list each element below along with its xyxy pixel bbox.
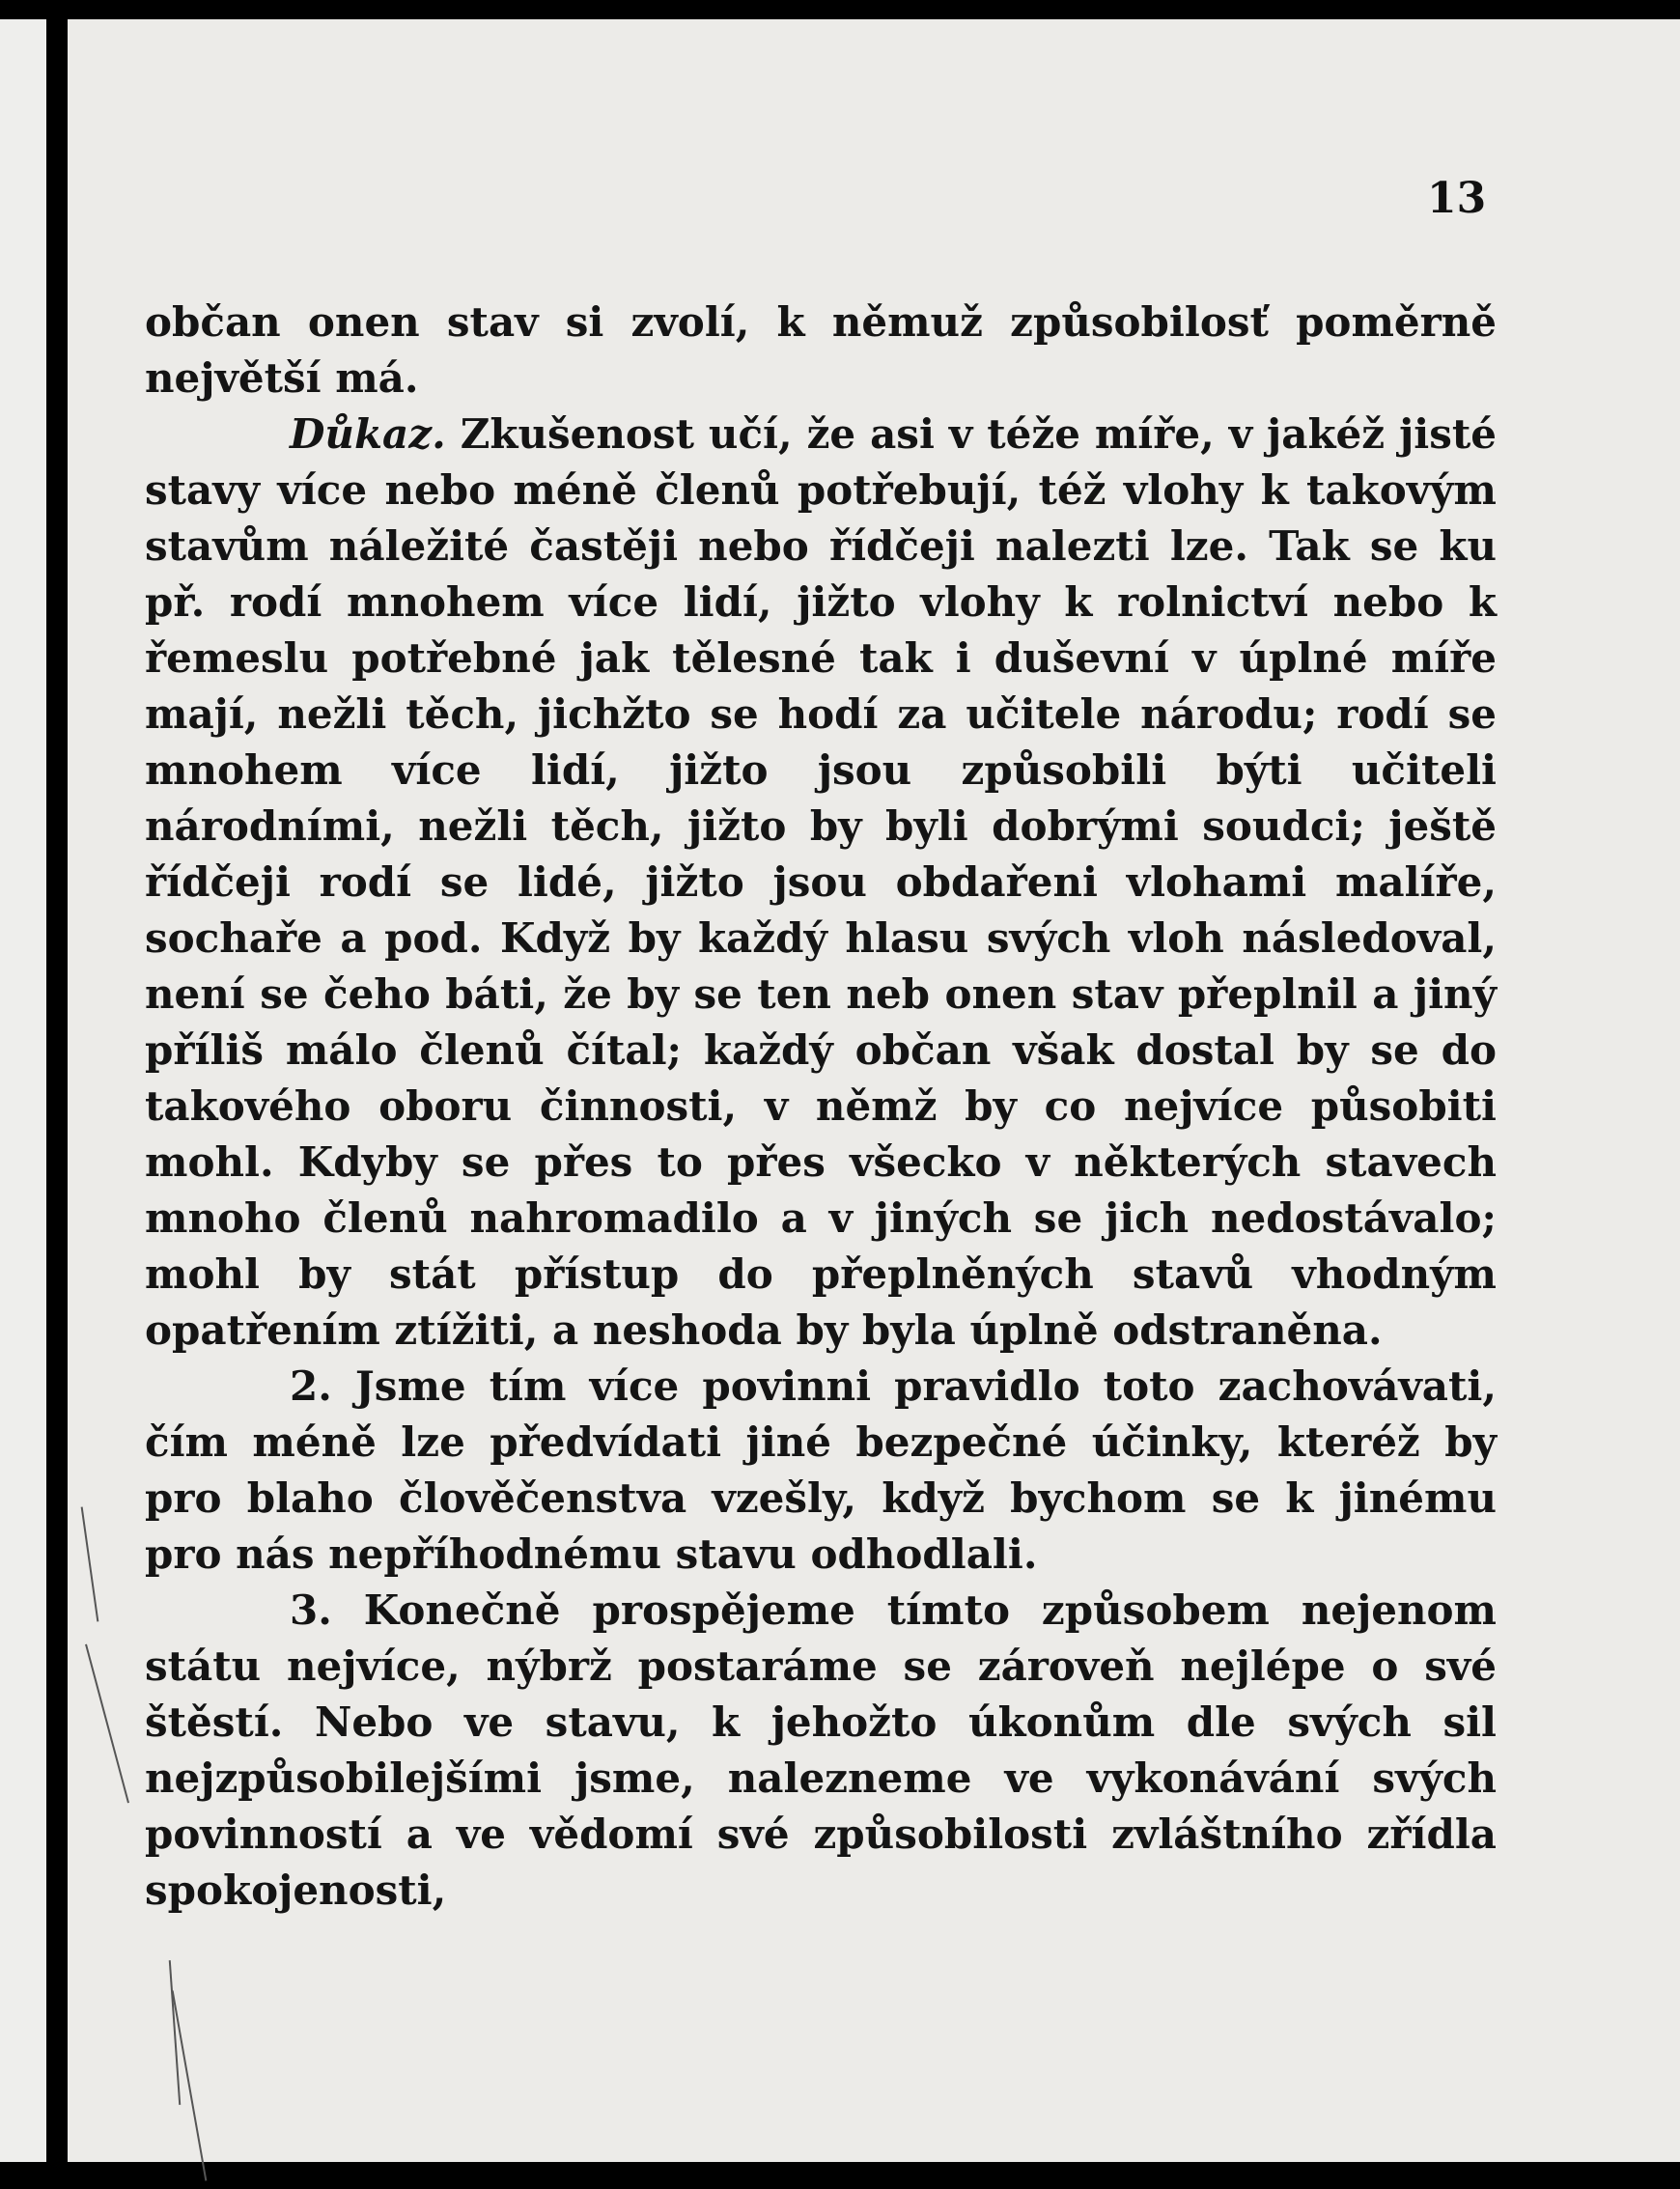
proof-label: Důkaz.: [290, 410, 446, 458]
left-margin-strip: [0, 19, 46, 2162]
proof-text: Zkušenost učí, že asi v téže míře, v jakéž jisté stavy více nebo méně členů potřebují, též vlohy k takovým stavům náležité častěji nebo řídčeji nalezti lze. Tak se ku př. rodí mnohem více lidí, jižto vlohy k rolnictví nebo k řemeslu potřebné jak tělesné tak i duševní v úplné míře mají, nežli těch, jichžto se hodí za učitele národu; rodí se mnohem více lidí, jižto jsou způsobili býti učiteli národními, nežli těch, jižto by byli dobrými soudci; ještě řídčeji rodí se lidé, jižto jsou obdařeni vlohami malíře, sochaře a pod. Když by každý hlasu svých vloh následoval, není se čeho báti, že by se ten neb onen stav přeplnil a jiný příliš málo členů čítal; každý občan však dostal by se do takového oboru činnosti, v němž by co nejvíce působiti mohl. Kdyby se přes to přes všecko v některých stavech mnoho členů nahromadilo a v jiných se jich nedostávalo; mohl by stát přístup do přeplněných stavů vhodným opatřením ztížiti, a neshoda by byla úplně odstraněna.: [145, 410, 1498, 1354]
paragraph-intro: občan onen stav si zvolí, k němuž způsobilosť poměrně největší má.: [145, 298, 1497, 402]
paragraph-3: 3. Konečně prospějeme tímto způsobem nejenom státu nejvíce, nýbrž postaráme se zároveň nejlépe o své štěstí. Nebo ve stavu, k jehožto úkonům dle svých sil nejzpůsobilejšími jsme, nalezneme ve vykonávání svých povinností a ve vědomí své způsobilosti zvláštního zřídla spokojenosti,: [145, 1586, 1497, 1914]
page-number: 13: [1427, 174, 1487, 223]
page-text: [145, 295, 1497, 1919]
page-edge-rule: [46, 19, 68, 2162]
paragraph-2: 2. Jsme tím více povinni pravidlo toto zachovávati, čím méně lze předvídati jiné bezpečné účinky, kteréž by pro blaho člověčenstva vzešly, když bychom se k jinému pro nás nepříhodnému stavu odhodlali.: [145, 1362, 1497, 1578]
paragraph-proof: [145, 407, 1497, 1359]
